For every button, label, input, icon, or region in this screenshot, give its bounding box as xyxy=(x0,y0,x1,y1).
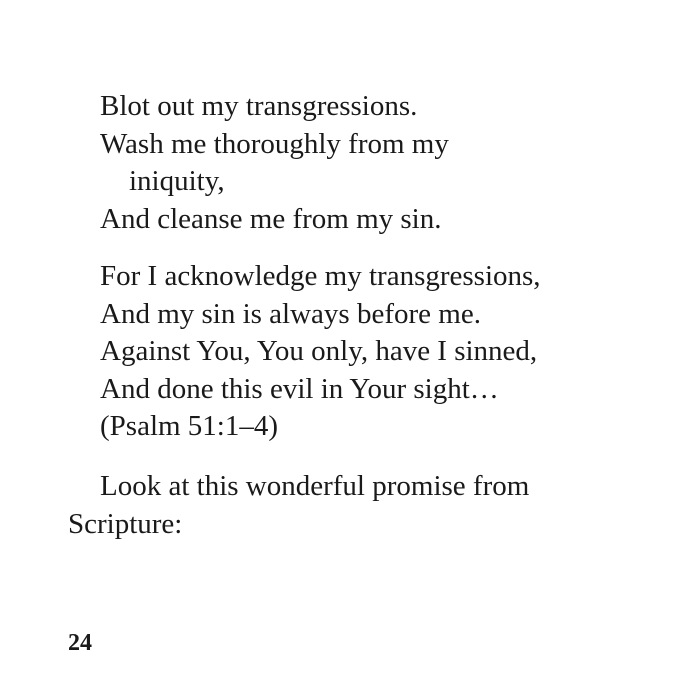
verse-line-continuation: iniquity, xyxy=(129,165,225,197)
verse-line: Blot out my transgressions. xyxy=(100,90,418,122)
scripture-stanza-1 xyxy=(100,88,449,238)
scripture-stanza-2 xyxy=(100,258,541,446)
verse-line: Wash me thoroughly from my xyxy=(100,127,449,160)
verse-line: And cleanse me from my sin. xyxy=(100,202,442,235)
body-paragraph xyxy=(68,468,628,543)
verse-line: And my sin is always before me. xyxy=(100,297,481,330)
paragraph-line: Scripture: xyxy=(68,507,183,540)
verse-line: Against You, You only, have I sinned, xyxy=(100,335,538,367)
scripture-citation: (Psalm 51:1–4) xyxy=(100,410,279,442)
verse-line: For I acknowledge my transgressions, xyxy=(100,260,541,292)
page-number: 24 xyxy=(68,630,92,656)
verse-line: And done this evil in Your sight… xyxy=(100,372,499,405)
paragraph-line: Look at this wonderful promise from xyxy=(100,470,530,502)
